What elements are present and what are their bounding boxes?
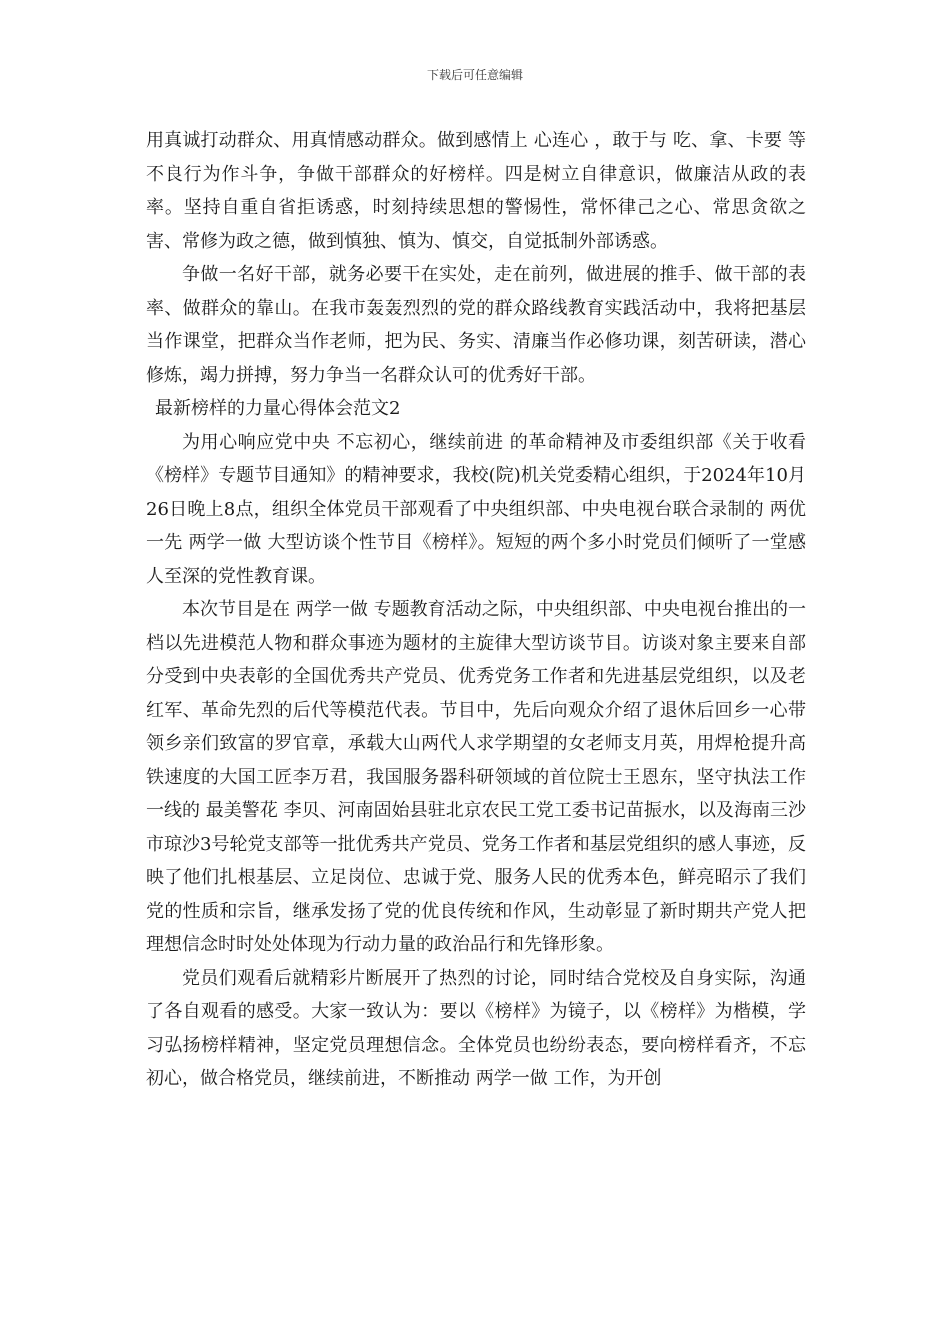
- paragraph: 为用心响应党中央 不忘初心，继续前进 的革命精神及市委组织部《关于收看《榜样》专题节目通知》的精神要求，我校(院)机关党委精心组织，于2024年10月26日晚上8点，组织全体党员干部观看了中央组织部、中央电视台联合录制的 两优一先 两学一做 大型访谈个性节目《榜样》。短短的两个多小时党员们倾听了一堂感人至深的党性教育课。: [146, 431, 806, 587]
- paragraph: 本次节目是在 两学一做 专题教育活动之际，中央组织部、中央电视台推出的一档以先进模范人物和群众事迹为题材的主旋律大型访谈节目。访谈对象主要来自部分受到中央表彰的全国优秀共产党员、优秀党务工作者和先进基层党组织，以及老红军、革命先烈的后代等模范代表。节目中，先后向观众介绍了退休后回乡一心带领乡亲们致富的罗官章，承载大山两代人求学期望的女老师支月英，用焊枪提升高铁速度的大国工匠李万君，我国服务器科研领域的首位院士王恩东，坚守执法工作一线的 最美警花 李贝、河南固始县驻北京农民工党工委书记苗振水，以及海南三沙市琼沙3号轮党支部等一批优秀共产党员、党务工作者和基层党组织的感人事迹，反映了他们扎根基层、立足岗位、忠诚于党、服务人民的优秀本色，鲜亮昭示了我们党的性质和宗旨，继承发扬了党的优良传统和作风，生动彰显了新时期共产党人把理想信念时时处处体现为行动力量的政治品行和先锋形象。: [146, 599, 806, 955]
- page-header: 下载后可任意编辑: [426, 68, 523, 82]
- section-heading: 最新榜样的力量心得体会范文2: [155, 398, 401, 419]
- document-body: [146, 124, 806, 1096]
- paragraph-continued: 用真诚打动群众、用真情感动群众。做到感情上 心连心 ，敢于与 吃、拿、卡要 等不良行为作斗争，争做干部群众的好榜样。四是树立自律意识，做廉洁从政的表率。坚持自重自省拒诱惑，时刻持续思想的警惕性，常怀律己之心、常思贪欲之害、常修为政之德，做到慎独、慎为、慎交，自觉抵制外部诱惑。: [146, 130, 806, 252]
- paragraph: 争做一名好干部，就务必要干在实处，走在前列，做进展的推手、做干部的表率、做群众的靠山。在我市轰轰烈烈的党的群众路线教育实践活动中，我将把基层当作课堂，把群众当作老师，把为民、务实、清廉当作必修功课，刻苦研读，潜心修炼，竭力拼搏，努力争当一名群众认可的优秀好干部。: [146, 264, 806, 386]
- paragraph: 党员们观看后就精彩片断展开了热烈的讨论，同时结合党校及自身实际，沟通了各自观看的感受。大家一致认为：要以《榜样》为镜子，以《榜样》为楷模，学习弘扬榜样精神，坚定党员理想信念。全体党员也纷纷表态，要向榜样看齐，不忘初心，做合格党员，继续前进，不断推动 两学一做 工作，为开创: [146, 967, 806, 1089]
